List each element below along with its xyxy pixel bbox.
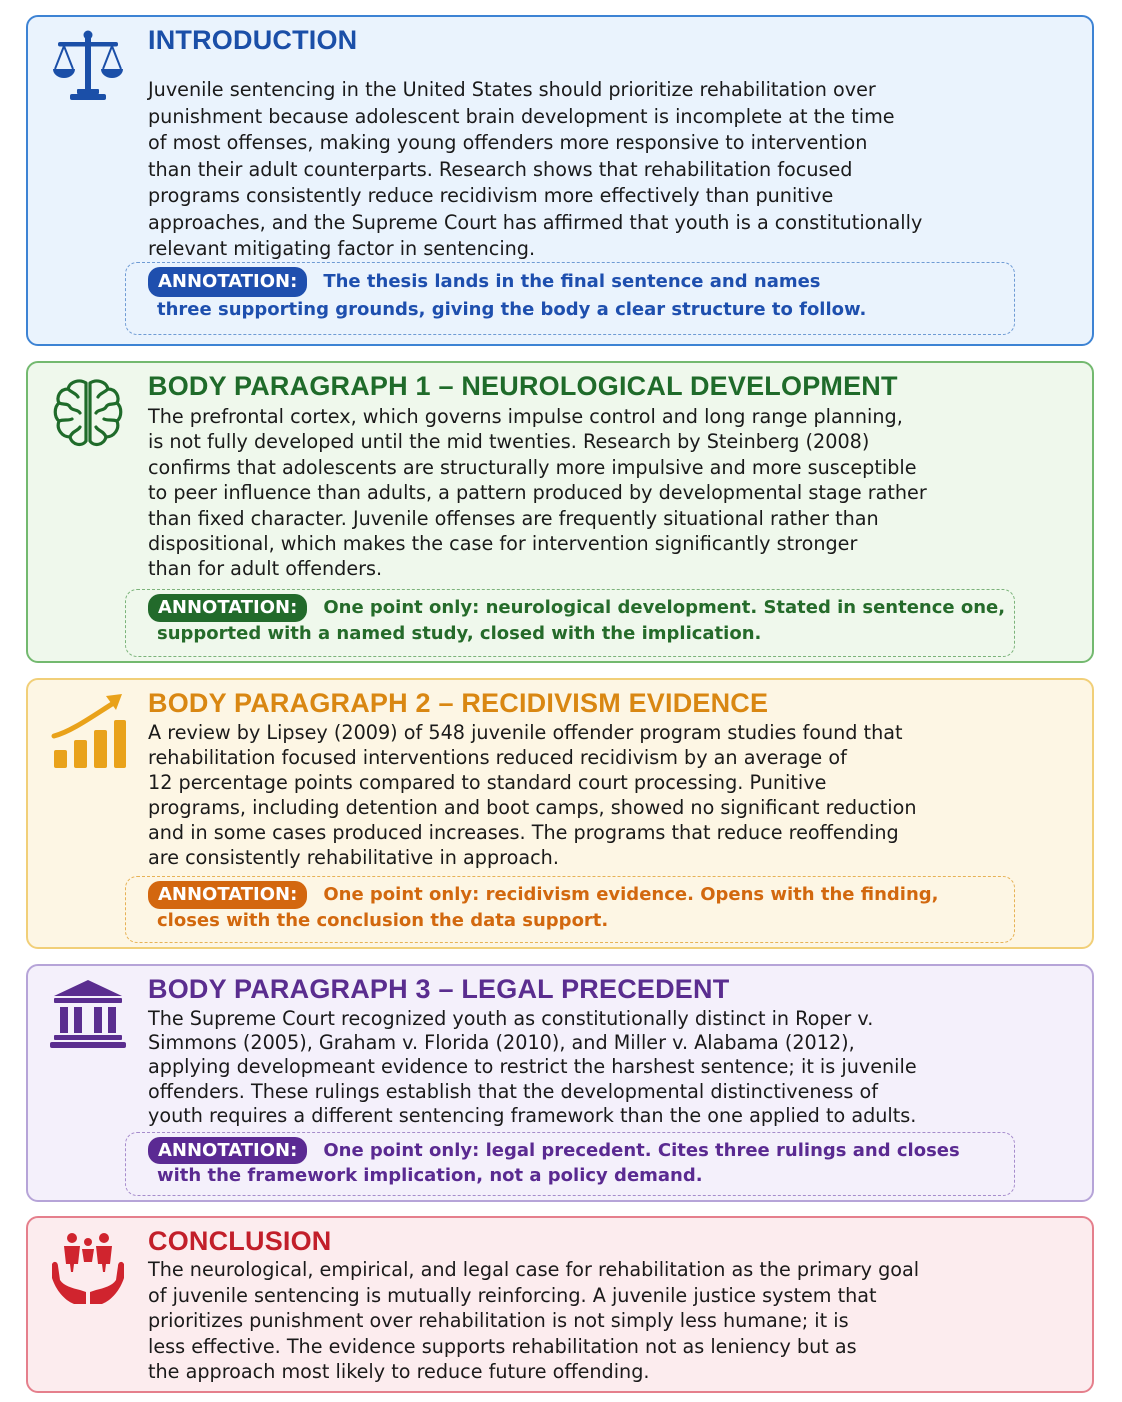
body-line: programs, including detention and boot camps, showed no significant reduction — [148, 795, 917, 819]
body-line: to peer influence than adults, a pattern produced by developmental stage rather — [148, 481, 927, 505]
body-line: offenders. These rulings establish that the developmental distinctiveness of — [148, 1079, 878, 1103]
annotation-box — [125, 262, 1015, 335]
body-line: youth requires a different sentencing framework than the one applied to adults. — [148, 1103, 917, 1127]
body-line: of most offenses, making young offenders more responsive to intervention — [148, 131, 868, 154]
annotation-box — [125, 1132, 1015, 1196]
section-body — [148, 404, 927, 582]
annotation-text: three supporting grounds, giving the body a clear structure to follow. — [157, 299, 867, 320]
body-line: relevant mitigating factor in sentencing. — [148, 237, 536, 260]
body-line: 12 percentage points compared to standard court processing. Punitive — [148, 770, 827, 794]
section-body — [148, 77, 922, 263]
body-line: A review by Lipsey (2009) of 548 juvenile offender program studies found that — [148, 721, 903, 744]
scales-of-justice-icon — [50, 29, 126, 105]
annotation-text: One point only: recidivism evidence. Opens with the finding, — [323, 884, 939, 905]
body-line: Juvenile sentencing in the United States should prioritize rehabilitation over — [148, 78, 876, 101]
body-line: dispositional, which makes the case for intervention significantly stronger — [148, 532, 858, 556]
body-paragraph-1-card — [26, 361, 1094, 663]
body-line: the approach most likely to reduce future offending. — [148, 1360, 650, 1383]
brain-icon — [50, 375, 126, 451]
body-paragraph-2-card — [26, 678, 1094, 949]
section-title: BODY PARAGRAPH 2 – RECIDIVISM EVIDENCE — [148, 688, 769, 718]
annotation-text: One point only: neurological development. Stated in sentence one, — [323, 597, 1006, 618]
body-line: The neurological, empirical, and legal case for rehabilitation as the primary goal — [148, 1258, 920, 1281]
annotation-box — [125, 589, 1015, 657]
annotation-text: with the framework implication, not a policy demand. — [157, 1165, 703, 1186]
body-line: rehabilitation focused interventions reduced recidivism by an average of — [148, 745, 847, 769]
body-line: than their adult counterparts. Research shows that rehabilitation focused — [148, 157, 853, 181]
body-line: Simmons (2005), Graham v. Florida (2010), and Miller v. Alabama (2012), — [148, 1031, 855, 1055]
section-title: BODY PARAGRAPH 1 – NEUROLOGICAL DEVELOPMENT — [148, 371, 898, 401]
hands-holding-family-icon — [50, 1230, 126, 1306]
rising-bar-chart-icon — [50, 692, 126, 768]
body-line: The Supreme Court recognized youth as constitutionally distinct in Roper v. — [148, 1007, 874, 1030]
courthouse-icon — [50, 978, 126, 1054]
body-line: punishment because adolescent brain development is incomplete at the time — [148, 104, 895, 128]
body-line: programs consistently reduce recidivism more effectively than punitive — [148, 184, 834, 207]
annotation-badge: ANNOTATION: — [148, 881, 307, 909]
body-line: is not fully developed until the mid twenties. Research by Steinberg (2008) — [148, 430, 870, 454]
annotation-text: supported with a named study, closed with the implication. — [157, 623, 762, 644]
section-body — [148, 1007, 917, 1128]
body-line: than for adult offenders. — [148, 557, 383, 581]
annotation-text: closes with the conclusion the data support. — [157, 910, 609, 931]
body-line: are consistently rehabilitative in approach. — [148, 845, 559, 869]
body-line: The prefrontal cortex, which governs impulse control and long range planning, — [148, 405, 903, 428]
section-body — [148, 721, 917, 870]
annotation-text: The thesis lands in the final sentence and names — [323, 271, 821, 292]
body-line: applying developmeant evidence to restrict the harshest sentence; it is juvenile — [148, 1055, 917, 1079]
body-line: approaches, and the Supreme Court has affirmed that youth is a constitutionally — [148, 210, 923, 234]
body-line: of juvenile sentencing is mutually reinforcing. A juvenile justice system that — [148, 1283, 877, 1307]
body-line: than fixed character. Juvenile offenses are frequently situational rather than — [148, 506, 879, 530]
introduction-card — [26, 15, 1094, 346]
body-line: prioritizes punishment over rehabilitation is not simply less humane; it is — [148, 1309, 849, 1332]
section-title: INTRODUCTION — [148, 25, 358, 55]
body-line: confirms that adolescents are structurally more impulsive and more susceptible — [148, 455, 917, 479]
body-line: and in some cases produced increases. The programs that reduce reoffending — [148, 820, 899, 844]
section-title: CONCLUSION — [148, 1226, 332, 1256]
annotation-badge: ANNOTATION: — [148, 267, 307, 297]
body-paragraph-3-card — [26, 964, 1094, 1202]
conclusion-card — [26, 1216, 1094, 1393]
annotation-text: One point only: legal precedent. Cites three rulings and closes — [323, 1140, 960, 1161]
annotation-badge: ANNOTATION: — [148, 594, 307, 622]
body-line: less effective. The evidence supports rehabilitation not as leniency but as — [148, 1334, 857, 1358]
annotation-box — [125, 876, 1015, 943]
annotation-badge: ANNOTATION: — [148, 1137, 307, 1164]
section-title: BODY PARAGRAPH 3 – LEGAL PRECEDENT — [148, 974, 730, 1004]
section-body — [148, 1257, 919, 1385]
